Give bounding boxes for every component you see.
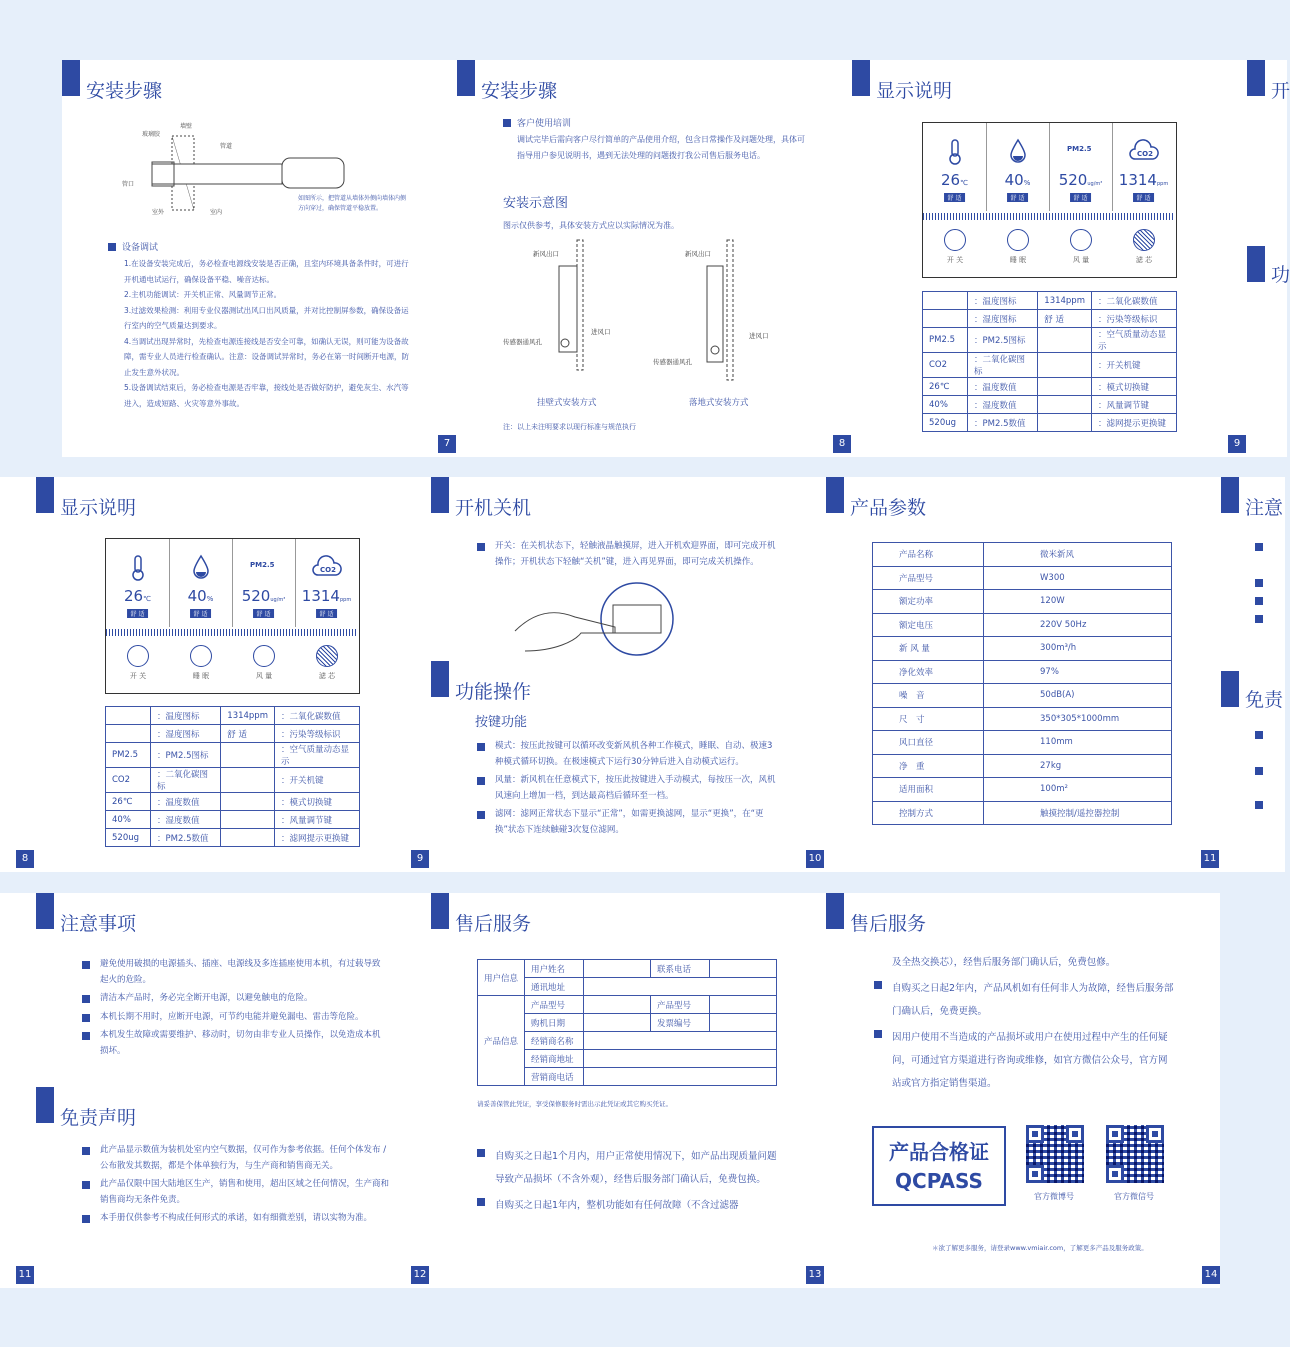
page-edge-row2: 注意 免责 11 (1185, 477, 1285, 872)
page-power-function: 开机关机 开关：在关机状态下，轻触液晶触摸屏，进入开机欢迎界面，即可完成开机操作；开机状态下轻触“关机”键，进入再见界面，即可完成关机操作。 功能操作 按键功能 模式：按压此按键可以循环改变新风机各种工作模式，睡眠、自动、极速3种模式循环切换。在极速模式下运行30分钟后进入自动模式运行。 风量：新风机在任意模式下，按压此按键进入手动模式，每按压一次，风机风速向上增加一档，到达最高档后循环至一档。 滤网：滤网正常状态下显示“正常”，如需更换滤网，显示“更换”，在“更换”状态下连续触碰3次复位滤网。 9 (395, 477, 795, 872)
air-quality-wave (106, 629, 358, 636)
legend-table (105, 706, 360, 847)
steps-list (124, 256, 414, 411)
page-number: 10 (806, 850, 824, 868)
reading-temperature: 26℃ 舒 适 (923, 123, 987, 211)
droplet-icon (1010, 139, 1026, 163)
after-sales-list-2: 自购买之日起2年内，产品风机如有任何非人为故障，经售后服务部门确认后，免费更换。 因用户使用不当造成的产品损坏或用户在使用过程中产生的任何疑问，可通过官方渠道进行咨询或维修，如官方微信公众号，官方网站或官方指定销售渠道。 (874, 977, 1174, 1098)
key-fan: 风量：新风机在任意模式下，按压此按键进入手动模式，每按压一次，风机风速向上增加一档，到达最高档后循环至一档。 (477, 773, 777, 804)
notes-list: 避免使用破损的电源插头、插座、电源线及多连插座使用本机，有过载导致起火的危险。 清洁本产品时，务必完全断开电源，以避免触电的危险。 本机长期不用时，应断开电源，可节约电能并避免漏电、雷击等危险。 本机发生故障或需要维护、移动时，切勿由非专业人员操作，以免造成本机损坏。 (82, 957, 382, 1062)
phone-field[interactable] (710, 960, 777, 978)
legend-row: ：温度图标 1314ppm ：二氧化碳数值 (106, 707, 360, 725)
pm25-icon: PM2.5 (1067, 145, 1092, 153)
page-display-8: 显示说明 26℃ 舒 适 40% 舒 适 PM2.5 520ug/m³ 舒 适 CO2 1314ppm 舒 适 开 关 睡 眠 风 量 滤 芯 ：温度图标 1314ppm ：二氧化碳数值 ：湿度图标 舒 适 ：污染等级标识 PM2.5 ：PM2.5图标 ：空气质量动态显示 CO2 ：二氧化碳图标 ：开关机键 26℃ ：温度数值 ：模式切换键 40% ：湿度数值 ：风量调节键 520ug ：PM2.5数值 ：滤网提示更换键 8 (0, 477, 400, 872)
legend-row: 26℃ ：温度数值 ：模式切换键 (106, 793, 360, 811)
floor-mount-diagram (653, 240, 793, 380)
power-button[interactable]: 开 关 (935, 229, 975, 265)
page-product-params: 产品参数 产品名称 微米新风 产品型号 W300 额定功率 120W 额定电压 220V 50Hz 新 风 量 300m³/h 净化效率 97% 噪 音 50dB(A) 尺 寸 350*305*1000mm 风口直径 110mm 净 重 27kg 适用面积 100m² 控制方式 触摸控制/遥控器控制 10 (790, 477, 1190, 872)
page-after-sales-2: 售后服务 及全热交换芯），经售后服务部门确认后，免费包修。 自购买之日起2年内，产品风机如有任何非人为故障，经售后服务部门确认后，免费更换。 因用户使用不当造成的产品损坏或用户在使用过程中产生的任何疑问，可通过官方渠道进行咨询或维修，如官方微信公众号，官方网站或官方指定销售渠道。 产品合格证 QCPASS 官方微博号 官方微信号 ＊欲了解更多服务，请登录www.vmiair.com，了解更多产品及服务政策。 13 14 (790, 893, 1220, 1288)
page-number: 11 (16, 1266, 34, 1284)
power-button[interactable]: 开 关 (118, 645, 158, 681)
svg-text:CO2: CO2 (1137, 150, 1153, 158)
disclaimer-list: 此产品显示数值为装机处室内空气数据，仅可作为参考依据。任何个体发布 / 公布散发其数据，都是个体单独行为，与生产商和销售商无关。 此产品仅限中国大陆地区生产，销售和使用，超出区域之任何情况，生产商和销售商均无条件免责。 本手册仅供参考不构成任何形式的承诺，如有细微差别，请以实物为准。 (82, 1143, 392, 1230)
svg-text:进风口: 进风口 (591, 328, 611, 336)
form-note: 请妥善保管此凭证，享受保修服务时需出示此凭证或其它购买凭证。 (477, 1100, 672, 1108)
legend-row: ：温度图标 1314ppm ：二氧化碳数值 (923, 292, 1177, 310)
page-display-9: 显示说明 26℃ 舒 适 40% 舒 适 PM2.5 520ug/m³ 舒 适 CO2 1314ppm 舒 适 开 关 睡 眠 风 量 滤 芯 ：温度图标 1314ppm ：二氧化碳数值 ：湿度图标 舒 适 ：污染等级标识 PM2.5 ：PM2.5图标 ：空气质量动态显示 CO2 ：二氧化碳图标 ：开关机键 26℃ ：温度数值 ：模式切换键 40% ：湿度数值 ：风量调节键 520ug ：PM2.5数值 ：滤网提示更换键 9 (852, 60, 1248, 457)
reading-humidity: 40% 舒 适 (986, 123, 1050, 211)
svg-text:CO2: CO2 (320, 566, 336, 574)
model-field-2[interactable] (710, 996, 777, 1014)
invoice-field[interactable] (710, 1014, 777, 1032)
param-row: 风口直径 110mm (873, 731, 1172, 755)
label-outdoor: 室外 (152, 209, 165, 216)
thermometer-icon (130, 555, 146, 581)
fan-button[interactable]: 风 量 (244, 645, 284, 681)
step-2: 2.主机功能调试：开关机正常、风量调节正常。 (124, 290, 282, 299)
qr-label-weibo: 官方微博号 (1034, 1192, 1074, 1201)
key-mode: 模式：按压此按键可以循环改变新风机各种工作模式，睡眠、自动、极速3种模式循环切换。在极速模式下运行30分钟后进入自动模式运行。 (477, 739, 777, 770)
fan-button[interactable]: 风 量 (1061, 229, 1101, 265)
page-number: 9 (411, 850, 429, 868)
label-glue: 玻璃胶 (142, 131, 161, 138)
power-text: 开关：在关机状态下，轻触液晶触摸屏，进入开机欢迎界面，即可完成开机操作；开机状态下轻触“关机”键，进入再见界面，即可完成关机操作。 (477, 539, 777, 573)
key-filter: 滤网：滤网正常状态下显示“正常”，如需更换滤网，显示“更换”，在“更换”状态下连续触碰3次复位滤网。 (477, 807, 777, 838)
air-quality-wave (923, 213, 1175, 220)
page-after-sales-1: 售后服务 用户信息 用户姓名 联系电话 通讯地址 产品信息 产品型号 产品型号 购机日期 发票编号 经销商名称 经销商地址 营销商电话 请妥善保管此凭证，享受保修服务时需出示此凭证或其它购买凭证。 自购买之日起1个月内，用户正常使用情况下，如产品出现质量问题导致产品损坏（不含外观），经售后服务部门确认后，免费包换。 自购买之日起1年内，整机功能如有任何故障（不含过滤器 12 (395, 893, 795, 1288)
label-wall: 墙壁 (180, 123, 193, 130)
sleep-button[interactable]: 睡 眠 (181, 645, 221, 681)
param-row: 额定功率 120W (873, 590, 1172, 614)
model-field[interactable] (584, 996, 651, 1014)
param-row: 额定电压 220V 50Hz (873, 613, 1172, 637)
label-indoor: 室内 (210, 209, 223, 216)
filter-button[interactable]: 滤 芯 (307, 645, 347, 681)
legend-row: 40% ：湿度数值 ：风量调节键 (923, 396, 1177, 414)
after-sales-list: 自购买之日起1个月内，用户正常使用情况下，如产品出现质量问题导致产品损坏（不含外观），经售后服务部门确认后，免费包换。 自购买之日起1年内，整机功能如有任何故障（不含过滤器 (477, 1145, 777, 1220)
legend-row: ：湿度图标 舒 适 ：污染等级标识 (923, 310, 1177, 328)
reading-co2: CO2 1314ppm 舒 适 (1112, 123, 1175, 211)
param-row: 适用面积 100m² (873, 778, 1172, 802)
wechat-qr-code (1106, 1125, 1164, 1183)
step-3: 3.过滤效果检测：利用专业仪器测试出风口出风质量，并对比控制屏参数，确保设备运行室内的空气质量达到要求。 (124, 305, 409, 330)
continued-text: 及全热交换芯），经售后服务部门确认后，免费包修。 (892, 957, 1116, 968)
page-edge-row1: 开 功 (1247, 60, 1287, 457)
legend-row: 520ug ：PM2.5数值 ：滤网提示更换键 (923, 414, 1177, 432)
co2-cloud-icon (1129, 139, 1159, 161)
param-row: 尺 寸 350*305*1000mm (873, 707, 1172, 731)
panel-buttons (923, 229, 1175, 275)
hand-touch-illustration (515, 581, 675, 661)
wall-mount-caption: 挂壁式安装方式 (537, 398, 597, 408)
legend-table (922, 291, 1177, 432)
wall-mount-diagram (501, 240, 641, 370)
page-number: 12 (411, 1266, 429, 1284)
step-4: 4.当调试出现异常时，先检查电源连接线是否安全可靠，如确认无误，则可能为设备故障，需专业人员进行检查确认。注意：设备调试异常时，务必在第一时间断开电源，防止发生意外状况。 (124, 336, 409, 377)
step-1: 1.在设备安装完成后，务必检查电源线安装是否正确，且室内环境具备条件时，可进行开机通电试运行，确保设备平稳、噪音达标。 (124, 259, 409, 284)
param-row: 控制方式 触摸控制/遥控器控制 (873, 801, 1172, 825)
dealer-address-field[interactable] (584, 1050, 777, 1068)
footer-note: ＊欲了解更多服务，请登录www.vmiair.com，了解更多产品及服务政策。 (932, 1244, 1148, 1252)
page-number-next: 14 (1202, 1266, 1220, 1284)
legend-row: 40% ：湿度数值 ：风量调节键 (106, 811, 360, 829)
dealer-phone-field[interactable] (584, 1068, 777, 1086)
floor-mount-caption: 落地式安装方式 (689, 398, 749, 408)
page-number: 8 (833, 435, 851, 453)
display-panel: 26℃ 舒 适 40% 舒 适 PM2.5 520ug/m³ 舒 适 CO2 1314ppm 舒 适 开 关 睡 眠 风 量 滤 芯 (105, 538, 360, 694)
display-panel (922, 122, 1177, 278)
qr-label-wechat: 官方微信号 (1114, 1192, 1154, 1201)
warranty-form: 用户信息 用户姓名 联系电话 通讯地址 产品信息 产品型号 产品型号 购机日期 发票编号 经销商名称 经销商地址 营销商电话 (477, 959, 777, 1086)
footnote: 注：以上未注明要求以现行标准与规范执行 (503, 423, 636, 431)
page-notes: 注意事项 避免使用破损的电源插头、插座、电源线及多连插座使用本机，有过载导致起火的危险。 清洁本产品时，务必完全断开电源，以避免触电的危险。 本机长期不用时，应断开电源，可节约电能并避免漏电、雷击等危险。 本机发生故障或需要维护、移动时，切勿由非专业人员操作，以免造成本机损坏。 免责声明 此产品显示数值为装机处室内空气数据，仅可作为参考依据。任何个体发布 / 公布散发其数据，都是个体单独行为，与生产商和销售商无关。 此产品仅限中国大陆地区生产，销售和使用，超出区域之任何情况，生产商和销售商均无条件免责。 本手册仅供参考不构成任何形式的承诺，如有细微差别，请以实物为准。 11 (0, 893, 400, 1288)
weibo-qr-code (1026, 1125, 1084, 1183)
page-number: 13 (806, 1266, 824, 1284)
label-pipe-mouth: 管口 (122, 181, 135, 188)
params-table (872, 542, 1172, 825)
legend-row: 26℃ ：温度数值 ：模式切换键 (923, 378, 1177, 396)
reading-pm25: PM2.5 520ug/m³ 舒 适 (1049, 123, 1113, 211)
param-row: 噪 音 50dB(A) (873, 684, 1172, 708)
legend-row: 520ug ：PM2.5数值 ：滤网提示更换键 (106, 829, 360, 847)
diagram-note: 如图所示，把管道从墙体外侧向墙体内侧方向穿过，确保管道平稳放置。 (298, 195, 407, 212)
dealer-name-field[interactable] (584, 1032, 777, 1050)
section-heading: 设备调试 (108, 240, 158, 253)
key-function-subtitle: 按键功能 (475, 715, 528, 730)
legend-row: CO2 ：二氧化碳图标 ：开关机键 (106, 768, 360, 793)
step-5: 5.设备调试结束后，务必检查电源是否牢靠，接线处是否做好防护，避免灰尘、水汽等进入，造成短路、火灾等意外事故。 (124, 383, 409, 408)
svg-text:进风口: 进风口 (749, 332, 769, 340)
legend-row: ：湿度图标 舒 适 ：污染等级标识 (106, 725, 360, 743)
page-number: 8 (16, 850, 34, 868)
diagram-subtext: 图示仅供参考，具体安装方式应以实际情况为准。 (503, 221, 679, 230)
svg-text:新风出口: 新风出口 (685, 250, 711, 258)
sleep-button[interactable]: 睡 眠 (998, 229, 1038, 265)
svg-text:新风出口: 新风出口 (533, 250, 559, 258)
page-number: 9 (1228, 435, 1246, 453)
page-number: 7 (438, 435, 456, 453)
diagram-subtitle: 安装示意图 (503, 196, 569, 211)
page-install-steps-8: 安装步骤 客户使用培训 调试完毕后需向客户尽行简单的产品使用介绍，包含日常操作及问题处理，具体可指导用户参见说明书，遇到无法处理的问题拨打我公司售后服务电话。 安装示意图 图示仅供参考，具体安装方式应以实际情况为准。 新风出口 传感器通风孔 进风口 新风出口 进风口 传感器通风孔 挂壁式安装方式 落地式安装方式 注：以上未注明要求以现行标准与规范执行 8 (457, 60, 857, 457)
co2-cloud-icon (312, 555, 342, 577)
key-function-list (477, 739, 777, 841)
user-name-field[interactable] (584, 960, 651, 978)
page-install-steps-7: 安装步骤 玻璃胶 墙壁 管道 管口 室外 室内 如图所示，把管道从墙体外侧向墙体内侧方向穿过，确保管道平稳放置。 设备调试 1.在设备安装完成后，务必检查电源线安装是否正确，且室内环境具备条件时，可进行开机通电试运行，确保设备平稳、噪音达标。 2.主机功能调试：开关机正常、风量调节正常。 3.过滤效果检测：利用专业仪器测试出风口出风质量，并对比控制屏参数，确保设备运行室内的空气质量达到要求。 4.当调试出现异常时，先检查电源连接线是否安全可靠，如确认无误，则可能为设备故障，需专业人员进行检查确认。注意：设备调试异常时，务必在第一时间断开电源，防止发生意外状况。 5.设备调试结束后，务必检查电源是否牢靠，接线处是否做好防护，避免灰尘、水汽等进入，造成短路、火灾等意外事故。 7 (62, 60, 462, 457)
legend-row: CO2 ：二氧化碳图标 ：开关机键 (923, 353, 1177, 378)
section-heading: 客户使用培训 (503, 116, 571, 129)
param-row: 新 风 量 300m³/h (873, 637, 1172, 661)
legend-row: PM2.5 ：PM2.5图标 ：空气质量动态显示 (923, 328, 1177, 353)
pm25-icon: PM2.5 (250, 561, 275, 569)
legend-row: PM2.5 ：PM2.5图标 ：空气质量动态显示 (106, 743, 360, 768)
thermometer-icon (947, 139, 963, 165)
param-row: 产品名称 微米新风 (873, 543, 1172, 567)
param-row: 净 重 27kg (873, 754, 1172, 778)
address-field[interactable] (584, 978, 777, 996)
qcpass-certificate: 产品合格证 QCPASS (872, 1126, 1006, 1206)
training-text: 调试完毕后需向客户尽行简单的产品使用介绍，包含日常操作及问题处理，具体可指导用户参见说明书，遇到无法处理的问题拨打我公司售后服务电话。 (517, 135, 805, 160)
param-row: 产品型号 W300 (873, 566, 1172, 590)
label-pipe: 管道 (220, 143, 233, 150)
param-row: 净化效率 97% (873, 660, 1172, 684)
svg-text:传感器通风孔: 传感器通风孔 (503, 338, 542, 346)
droplet-icon (193, 555, 209, 579)
svg-text:传感器通风孔: 传感器通风孔 (653, 358, 692, 366)
filter-button[interactable]: 滤 芯 (1124, 229, 1164, 265)
purchase-date-field[interactable] (584, 1014, 651, 1032)
